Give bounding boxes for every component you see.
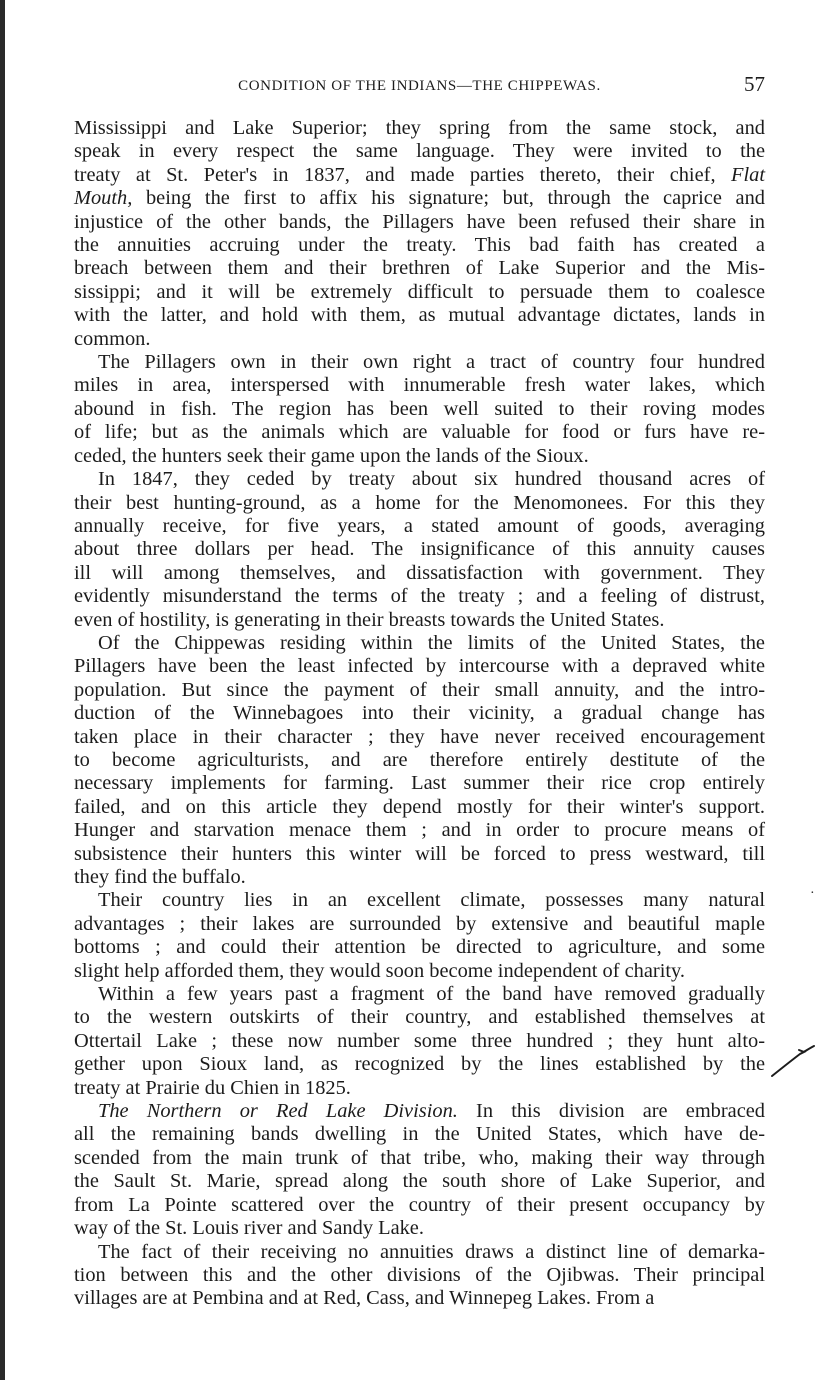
text-line: treaty at Prairie du Chien in 1825. [74,1076,351,1099]
text-line: Their country lies in an excellent climate, possesses many natural [98,889,765,912]
text-line: population. But since the payment of their small annuity, and the intro- [74,678,765,701]
text-line: Pillagers have been the least infected by intercourse with a depraved white [74,655,765,678]
text-line: annually receive, for five years, a stated amount of goods, averaging [74,514,765,537]
text-line: breach between them and their brethren of Lake Superior and the Mis- [74,257,765,280]
text-line: common. [74,327,151,350]
text-line: speak in every respect the same language. They were invited to the [74,140,765,163]
text-line: advantages ; their lakes are surrounded by extensive and beautiful maple [74,912,765,935]
text-line: to the western outskirts of their country, and established themselves at [74,1006,765,1029]
italic-phrase: Mouth, [74,187,133,210]
text-line: treaty at St. Peter's in 1837, and made parties thereto, their chief, Flat [74,163,765,186]
text-line: sissippi; and it will be extremely difficult to persuade them to coalesce [74,280,765,303]
text-line: even of hostility, is generating in their breasts towards the United States. [74,608,665,631]
page-header [74,72,765,104]
text-line: to become agriculturists, and are therefore entirely destitute of the [74,748,765,771]
page-number: 57 [744,72,765,96]
text-line: evidently misunderstand the terms of the treaty ; and a feeling of distrust, [74,585,765,608]
text-line: Hunger and starvation menace them ; and in order to procure means of [74,819,765,842]
text-line: the annuities accruing under the treaty. This bad faith has created a [74,234,765,257]
text-line: Ottertail Lake ; these now number some three hundred ; they hunt alto- [74,1029,765,1052]
margin-pen-stroke [768,1040,818,1080]
italic-phrase: Flat [731,163,765,186]
text-line: way of the St. Louis river and Sandy Lake. [74,1217,424,1240]
text-line: ill will among themselves, and dissatisfaction with government. They [74,561,765,584]
text-line: subsistence their hunters this winter will be forced to press westward, till [74,842,765,865]
text-line: about three dollars per head. The insignificance of this annuity causes [74,538,765,561]
text-line: the Sault St. Marie, spread along the south shore of Lake Superior, and [74,1170,765,1193]
text-line: failed, and on this article they depend mostly for their winter's support. [74,795,765,818]
text-line: In 1847, they ceded by treaty about six hundred thousand acres of [98,468,765,491]
text-line: necessary implements for farming. Last summer their rice crop entirely [74,772,765,795]
text-line: villages are at Pembina and at Red, Cass, and Winnepeg Lakes. From a [74,1287,655,1310]
text-line: Of the Chippewas residing within the limits of the United States, the [98,631,765,654]
text-line: from La Pointe scattered over the country of their present occupancy by [74,1193,765,1216]
text-line: injustice of the other bands, the Pillagers have been refused their share in [74,210,765,233]
body-text [74,117,765,1311]
text-line: duction of the Winnebagoes into their vicinity, a gradual change has [74,702,765,725]
text-line: Mouth, being the first to affix his signature; but, through the caprice and [74,187,765,210]
text-line: scended from the main trunk of that tribe, who, making their way through [74,1146,765,1169]
text-line: The Pillagers own in their own right a tract of country four hundred [98,351,765,374]
page-left-edge [0,0,5,1380]
text-line: abound in fish. The region has been well suited to their roving modes [74,397,765,420]
text-line: gether upon Sioux land, as recognized by the lines established by the [74,1053,765,1076]
text-line: all the remaining bands dwelling in the United States, which have de- [74,1123,765,1146]
text-line: their best hunting-ground, as a home for the Menomonees. For this they [74,491,765,514]
text-line: bottoms ; and could their attention be directed to agriculture, and some [74,936,765,959]
italic-phrase: The Northern or Red Lake Division. [98,1100,458,1123]
text-line: of life; but as the animals which are valuable for food or furs have re- [74,421,765,444]
text-line: taken place in their character ; they have never received encouragement [74,725,765,748]
running-title: CONDITION OF THE INDIANS—THE CHIPPEWAS. [238,78,601,94]
text-line: The Northern or Red Lake Division. In this division are embraced [98,1100,766,1123]
text-line: they find the buffalo. [74,866,246,888]
text-line: Within a few years past a fragment of the band have removed gradually [98,983,765,1006]
margin-dot-mark: · [810,886,815,901]
text-line: tion between this and the other divisions of the Ojibwas. Their principal [74,1263,765,1286]
text-line: with the latter, and hold with them, as mutual advantage dictates, lands in [74,304,765,327]
text-line: slight help afforded them, they would soon become independent of charity. [74,959,685,982]
text-line: The fact of their receiving no annuities draws a distinct line of demarka- [98,1240,765,1263]
text-line: Mississippi and Lake Superior; they spring from the same stock, and [74,117,765,139]
text-line: miles in area, interspersed with innumerable fresh water lakes, which [74,374,765,397]
text-line: ceded, the hunters seek their game upon the lands of the Sioux. [74,444,589,467]
